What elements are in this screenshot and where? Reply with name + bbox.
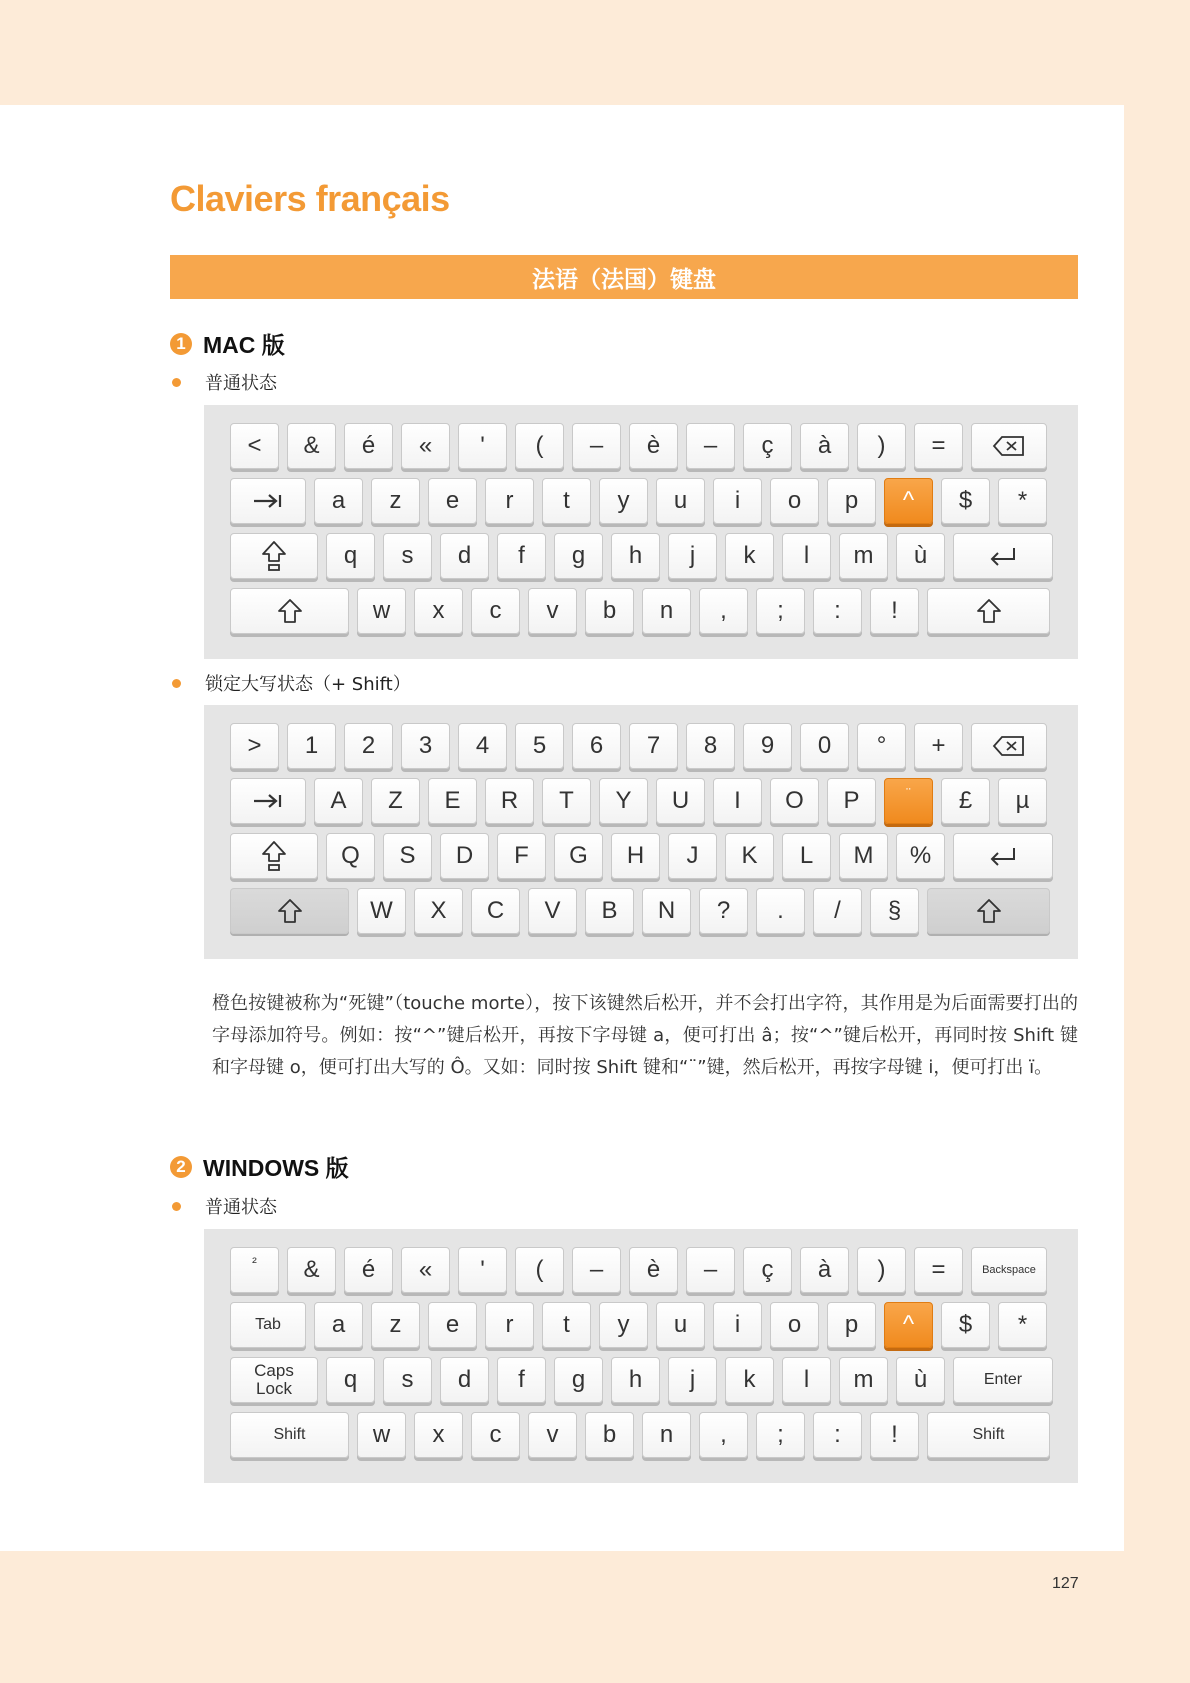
- key[interactable]: ;: [756, 588, 805, 634]
- key[interactable]: d: [440, 533, 489, 579]
- backspace-key[interactable]: [971, 723, 1047, 769]
- keyboard-row-2: [230, 1302, 1055, 1350]
- key[interactable]: g: [554, 533, 603, 579]
- section-number-badge: 1: [170, 333, 192, 355]
- key[interactable]: Z: [371, 778, 420, 824]
- key[interactable]: w: [357, 1412, 406, 1458]
- right-shift-key[interactable]: [927, 588, 1050, 634]
- bullet-windows-normal: [172, 1193, 277, 1219]
- key[interactable]: b: [585, 588, 634, 634]
- key[interactable]: h: [611, 1357, 660, 1403]
- key[interactable]: c: [471, 1412, 520, 1458]
- page-number: 127: [1052, 1575, 1079, 1592]
- caps-lock-key[interactable]: [230, 533, 318, 579]
- key[interactable]: z: [371, 478, 420, 524]
- key[interactable]: °: [857, 723, 906, 769]
- key[interactable]: !: [870, 1412, 919, 1458]
- key[interactable]: X: [414, 888, 463, 934]
- key[interactable]: H: [611, 833, 660, 879]
- keyboard-row-1: [230, 1247, 1055, 1295]
- bullet-label: 普通状态: [205, 1197, 277, 1218]
- keyboard-windows-normal: [204, 1229, 1078, 1483]
- shift-icon: [976, 898, 1002, 924]
- key[interactable]: R: [485, 778, 534, 824]
- key[interactable]: x: [414, 1412, 463, 1458]
- key[interactable]: –: [572, 423, 621, 469]
- key[interactable]: 5: [515, 723, 564, 769]
- key[interactable]: p: [827, 1302, 876, 1348]
- key[interactable]: à: [800, 423, 849, 469]
- key[interactable]: !: [870, 588, 919, 634]
- key[interactable]: ù: [896, 1357, 945, 1403]
- key[interactable]: *: [998, 1302, 1047, 1348]
- key[interactable]: J: [668, 833, 717, 879]
- key[interactable]: B: [585, 888, 634, 934]
- key[interactable]: :: [813, 1412, 862, 1458]
- key[interactable]: a: [314, 1302, 363, 1348]
- key[interactable]: $: [941, 1302, 990, 1348]
- section-banner: 法语（法国）键盘: [170, 255, 1078, 299]
- key[interactable]: +: [914, 723, 963, 769]
- key[interactable]: b: [585, 1412, 634, 1458]
- return-key[interactable]: [953, 533, 1053, 579]
- key[interactable]: ): [857, 423, 906, 469]
- key[interactable]: é: [344, 423, 393, 469]
- tab-key[interactable]: [230, 778, 306, 824]
- key[interactable]: ç: [743, 1247, 792, 1293]
- key[interactable]: i: [713, 478, 762, 524]
- keyboard-mac-shift: [204, 705, 1078, 959]
- key[interactable]: c: [471, 588, 520, 634]
- key[interactable]: y: [599, 478, 648, 524]
- dead-key-diaeresis[interactable]: ¨: [884, 778, 933, 824]
- key[interactable]: ,: [699, 588, 748, 634]
- keyboard-row-2: [230, 478, 1055, 526]
- key[interactable]: 2: [344, 723, 393, 769]
- key[interactable]: s: [383, 1357, 432, 1403]
- key[interactable]: v: [528, 588, 577, 634]
- return-key[interactable]: [953, 833, 1053, 879]
- key[interactable]: o: [770, 478, 819, 524]
- key[interactable]: h: [611, 533, 660, 579]
- key[interactable]: ,: [699, 1412, 748, 1458]
- keyboard-row-1: [230, 723, 1055, 771]
- keyboard-row-4: [230, 888, 1058, 936]
- key[interactable]: d: [440, 1357, 489, 1403]
- key[interactable]: P: [827, 778, 876, 824]
- key[interactable]: L: [782, 833, 831, 879]
- key[interactable]: D: [440, 833, 489, 879]
- bullet-dot: [172, 1202, 181, 1211]
- key[interactable]: §: [870, 888, 919, 934]
- key[interactable]: v: [528, 1412, 577, 1458]
- key[interactable]: C: [471, 888, 520, 934]
- return-icon: [988, 846, 1018, 866]
- key[interactable]: V: [528, 888, 577, 934]
- backspace-icon: [992, 435, 1026, 457]
- key[interactable]: W: [357, 888, 406, 934]
- section-heading-windows: [170, 1150, 349, 1183]
- key[interactable]: –: [686, 1247, 735, 1293]
- caps-lock-icon: [261, 840, 287, 872]
- key[interactable]: Q: [326, 833, 375, 879]
- tab-arrow-icon: [252, 792, 284, 810]
- key[interactable]: *: [998, 478, 1047, 524]
- key[interactable]: T: [542, 778, 591, 824]
- key[interactable]: 1: [287, 723, 336, 769]
- key[interactable]: ): [857, 1247, 906, 1293]
- keyboard-row-4: [230, 1412, 1058, 1460]
- key[interactable]: (: [515, 423, 564, 469]
- key[interactable]: x: [414, 588, 463, 634]
- bullet-dot: [172, 679, 181, 688]
- key[interactable]: S: [383, 833, 432, 879]
- key[interactable]: –: [572, 1247, 621, 1293]
- key[interactable]: u: [656, 1302, 705, 1348]
- key[interactable]: %: [896, 833, 945, 879]
- key[interactable]: n: [642, 588, 691, 634]
- keyboard-row-3: [230, 833, 1061, 881]
- key[interactable]: >: [230, 723, 279, 769]
- key[interactable]: ç: [743, 423, 792, 469]
- keyboard-row-3: [230, 1357, 1061, 1405]
- key[interactable]: r: [485, 478, 534, 524]
- left-shift-key[interactable]: Shift: [230, 1412, 349, 1458]
- bullet-mac-shift: [172, 670, 411, 696]
- keyboard-mac-normal: [204, 405, 1078, 659]
- keyboard-row-4: [230, 588, 1058, 636]
- key[interactable]: ?: [699, 888, 748, 934]
- key[interactable]: 3: [401, 723, 450, 769]
- key[interactable]: =: [914, 1247, 963, 1293]
- key[interactable]: &: [287, 423, 336, 469]
- key[interactable]: 0: [800, 723, 849, 769]
- backspace-key[interactable]: Backspace: [971, 1247, 1047, 1293]
- caps-lock-key[interactable]: [230, 1357, 318, 1403]
- key[interactable]: F: [497, 833, 546, 879]
- backspace-icon: [992, 735, 1026, 757]
- return-icon: [988, 546, 1018, 566]
- key[interactable]: l: [782, 1357, 831, 1403]
- section-heading-mac: [170, 327, 285, 360]
- key[interactable]: z: [371, 1302, 420, 1348]
- bullet-label: 锁定大写状态（+ Shift）: [205, 674, 411, 695]
- explanation-paragraph: 橙色按键被称为“死键”（touche morte），按下该键然后松开，并不会打出字符，其作用是为后面需要打出的字母添加符号。例如：按“^”键后松开，再按下字母键 a，便可打出 â；按“^”键后松开，再同时按 Shift 键和字母键 o，便可打出大写的 Ô。又如：同时按 Shift 键和“¨”键，然后松开，再按字母键 i，便可打出 ï。: [212, 993, 1078, 1078]
- key[interactable]: é: [344, 1247, 393, 1293]
- key[interactable]: O: [770, 778, 819, 824]
- bullet-label: 普通状态: [205, 373, 277, 394]
- bullet-mac-normal: [172, 369, 277, 395]
- key[interactable]: 6: [572, 723, 621, 769]
- key[interactable]: ': [458, 1247, 507, 1293]
- key[interactable]: k: [725, 533, 774, 579]
- backspace-key[interactable]: [971, 423, 1047, 469]
- key[interactable]: .: [756, 888, 805, 934]
- key[interactable]: I: [713, 778, 762, 824]
- left-shift-key[interactable]: [230, 888, 349, 934]
- keyboard-row-3: [230, 533, 1061, 581]
- key[interactable]: à: [800, 1247, 849, 1293]
- key[interactable]: 4: [458, 723, 507, 769]
- key[interactable]: Y: [599, 778, 648, 824]
- shift-icon: [277, 598, 303, 624]
- caps-lock-key[interactable]: [230, 833, 318, 879]
- key[interactable]: j: [668, 1357, 717, 1403]
- key[interactable]: 7: [629, 723, 678, 769]
- bullet-dot: [172, 378, 181, 387]
- key[interactable]: E: [428, 778, 477, 824]
- enter-key[interactable]: Enter: [953, 1357, 1053, 1403]
- key[interactable]: y: [599, 1302, 648, 1348]
- key[interactable]: l: [782, 533, 831, 579]
- key[interactable]: a: [314, 478, 363, 524]
- section-number-badge: 2: [170, 1156, 192, 1178]
- key[interactable]: u: [656, 478, 705, 524]
- key[interactable]: /: [813, 888, 862, 934]
- key[interactable]: 9: [743, 723, 792, 769]
- right-shift-key[interactable]: [927, 888, 1050, 934]
- key[interactable]: A: [314, 778, 363, 824]
- key[interactable]: (: [515, 1247, 564, 1293]
- key[interactable]: ²: [230, 1247, 279, 1293]
- page-title: Claviers français: [170, 178, 450, 219]
- key[interactable]: j: [668, 533, 717, 579]
- key[interactable]: o: [770, 1302, 819, 1348]
- caps-lock-label-line2: Lock: [256, 1379, 292, 1398]
- key[interactable]: f: [497, 533, 546, 579]
- shift-icon: [277, 898, 303, 924]
- keyboard-row-1: [230, 423, 1055, 471]
- key[interactable]: ù: [896, 533, 945, 579]
- key[interactable]: :: [813, 588, 862, 634]
- key[interactable]: r: [485, 1302, 534, 1348]
- key[interactable]: i: [713, 1302, 762, 1348]
- key[interactable]: $: [941, 478, 990, 524]
- section-heading-text: MAC 版: [203, 332, 285, 358]
- dead-key-circumflex[interactable]: ^: [884, 478, 933, 524]
- key[interactable]: n: [642, 1412, 691, 1458]
- tab-key[interactable]: Tab: [230, 1302, 306, 1348]
- key[interactable]: K: [725, 833, 774, 879]
- key[interactable]: M: [839, 833, 888, 879]
- key[interactable]: f: [497, 1357, 546, 1403]
- key[interactable]: <: [230, 423, 279, 469]
- key[interactable]: q: [326, 533, 375, 579]
- left-shift-key[interactable]: [230, 588, 349, 634]
- key[interactable]: k: [725, 1357, 774, 1403]
- key[interactable]: –: [686, 423, 735, 469]
- key[interactable]: =: [914, 423, 963, 469]
- key[interactable]: s: [383, 533, 432, 579]
- key[interactable]: t: [542, 1302, 591, 1348]
- caps-lock-icon: [261, 540, 287, 572]
- dead-key-circumflex[interactable]: ^: [884, 1302, 933, 1348]
- key[interactable]: e: [428, 478, 477, 524]
- key[interactable]: 8: [686, 723, 735, 769]
- key[interactable]: t: [542, 478, 591, 524]
- key[interactable]: £: [941, 778, 990, 824]
- key[interactable]: e: [428, 1302, 477, 1348]
- tab-arrow-icon: [252, 492, 284, 510]
- key[interactable]: w: [357, 588, 406, 634]
- tab-key[interactable]: [230, 478, 306, 524]
- key[interactable]: µ: [998, 778, 1047, 824]
- key[interactable]: ;: [756, 1412, 805, 1458]
- shift-icon: [976, 598, 1002, 624]
- key[interactable]: m: [839, 1357, 888, 1403]
- key[interactable]: &: [287, 1247, 336, 1293]
- key[interactable]: N: [642, 888, 691, 934]
- key[interactable]: p: [827, 478, 876, 524]
- key[interactable]: m: [839, 533, 888, 579]
- key[interactable]: è: [629, 423, 678, 469]
- key[interactable]: è: [629, 1247, 678, 1293]
- key[interactable]: «: [401, 423, 450, 469]
- caps-lock-label-line1: Caps: [254, 1361, 294, 1380]
- key[interactable]: g: [554, 1357, 603, 1403]
- keyboard-row-2: [230, 778, 1055, 826]
- section-heading-text: WINDOWS 版: [203, 1155, 349, 1181]
- right-shift-key[interactable]: Shift: [927, 1412, 1050, 1458]
- key[interactable]: ': [458, 423, 507, 469]
- key[interactable]: «: [401, 1247, 450, 1293]
- key[interactable]: U: [656, 778, 705, 824]
- key[interactable]: q: [326, 1357, 375, 1403]
- key[interactable]: G: [554, 833, 603, 879]
